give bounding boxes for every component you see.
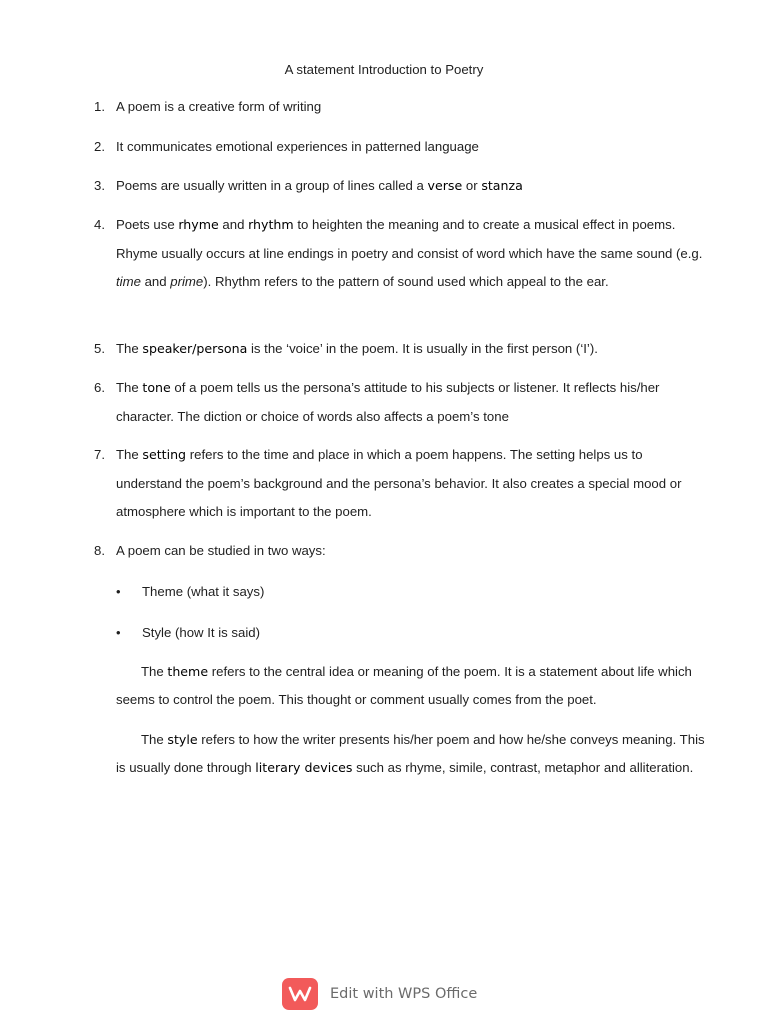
- keyword-term: literary devices: [255, 760, 353, 776]
- paragraph-style: [116, 726, 706, 783]
- document-title: A statement Introduction to Poetry: [284, 62, 484, 77]
- edit-with-wps-banner[interactable]: [282, 978, 477, 1010]
- list-item-5: [94, 335, 704, 364]
- text-run: to heighten the meaning and to create a musical effect in poems. Rhyme usually occurs at line endings in poetry and consist of word which have the same sound (e.g.: [116, 217, 703, 261]
- list-item-number: 1.: [94, 99, 105, 114]
- edit-with-wps-label[interactable]: Edit with WPS Office: [330, 986, 478, 1002]
- bullet-icon: •: [116, 625, 121, 640]
- list-item-2: [94, 133, 704, 162]
- text-run: The: [116, 341, 143, 356]
- text-run: A poem is a creative form of writing: [116, 99, 322, 114]
- keyword-term: setting: [142, 447, 187, 462]
- list-item-1: [94, 93, 704, 122]
- list-item-text: [116, 211, 704, 297]
- keyword-term: verse: [427, 178, 463, 193]
- text-run: Poets use: [116, 217, 179, 232]
- italic-example: time: [116, 274, 141, 289]
- text-run: The: [116, 447, 143, 462]
- bullet-item-theme: [116, 582, 676, 602]
- list-item-text: [116, 335, 704, 364]
- list-item-text: [116, 441, 704, 527]
- text-run: or: [462, 178, 482, 193]
- text-run: and: [140, 274, 171, 289]
- keyword-term: rhythm: [248, 217, 294, 232]
- text-run: The: [116, 380, 143, 395]
- list-item-number: 3.: [94, 178, 105, 193]
- list-item-text: [116, 537, 704, 566]
- text-run: It communicates emotional experiences in patterned language: [116, 139, 479, 154]
- italic-example: prime: [170, 274, 204, 289]
- text-run: refers to the central idea or meaning of the poem. It is a statement about life which seems to control the poem. This thought or comment usually comes from the poet.: [116, 664, 692, 708]
- text-run: such as rhyme, simile, contrast, metaphor and alliteration.: [352, 760, 694, 776]
- list-item-text: [116, 93, 704, 122]
- paragraph-text: [116, 658, 706, 715]
- bullet-item-style: [116, 623, 676, 643]
- text-run: Poems are usually written in a group of lines called a: [116, 178, 428, 193]
- list-item-number: 6.: [94, 380, 105, 395]
- text-run: A poem can be studied in two ways:: [116, 543, 326, 558]
- bullet-text: Theme (what it says): [142, 584, 265, 599]
- list-item-8: [94, 537, 704, 566]
- list-item-text: [116, 172, 704, 201]
- list-item-6: [94, 374, 704, 431]
- text-run: and: [218, 217, 249, 232]
- text-run: The: [141, 732, 168, 747]
- paragraph-theme: [116, 658, 706, 715]
- text-run: refers to the time and place in which a poem happens. The setting helps us to understand the poem’s background and the persona’s behavior. It also creates a special mood or atmosphere which is important to the poem.: [116, 447, 682, 519]
- text-run: refers to how the writer presents his/her poem and how he/she conveys meaning. This is usually done through: [116, 732, 705, 776]
- bullet-text: Style (how It is said): [142, 625, 260, 640]
- list-item-4: [94, 211, 704, 297]
- text-run: ). Rhythm refers to the pattern of sound used which appeal to the ear.: [203, 274, 609, 289]
- text-run: of a poem tells us the persona’s attitude to his subjects or listener. It reflects his/her character. The diction or choice of words also affects a poem’s tone: [116, 380, 660, 424]
- keyword-term: stanza: [481, 178, 523, 193]
- list-item-text: [116, 133, 704, 162]
- keyword-term: tone: [142, 380, 171, 395]
- list-item-text: [116, 374, 704, 431]
- keyword-term: rhyme: [178, 217, 219, 232]
- paragraph-text: [116, 726, 706, 783]
- bullet-icon: •: [116, 584, 121, 599]
- wps-w-glyph-icon: [288, 985, 312, 1003]
- list-item-number: 4.: [94, 217, 105, 232]
- keyword-term: speaker/persona: [142, 341, 248, 356]
- keyword-term: theme: [167, 664, 209, 679]
- list-item-number: 5.: [94, 341, 105, 356]
- keyword-term: style: [167, 732, 198, 747]
- list-item-3: [94, 172, 704, 201]
- text-run: is the ‘voice’ in the poem. It is usually in the first person (‘I’).: [247, 341, 598, 356]
- list-item-number: 7.: [94, 447, 105, 462]
- list-item-number: 8.: [94, 543, 105, 558]
- text-run: The: [141, 664, 168, 679]
- list-item-number: 2.: [94, 139, 105, 154]
- wps-office-logo-icon[interactable]: [282, 978, 318, 1010]
- list-item-7: [94, 441, 704, 527]
